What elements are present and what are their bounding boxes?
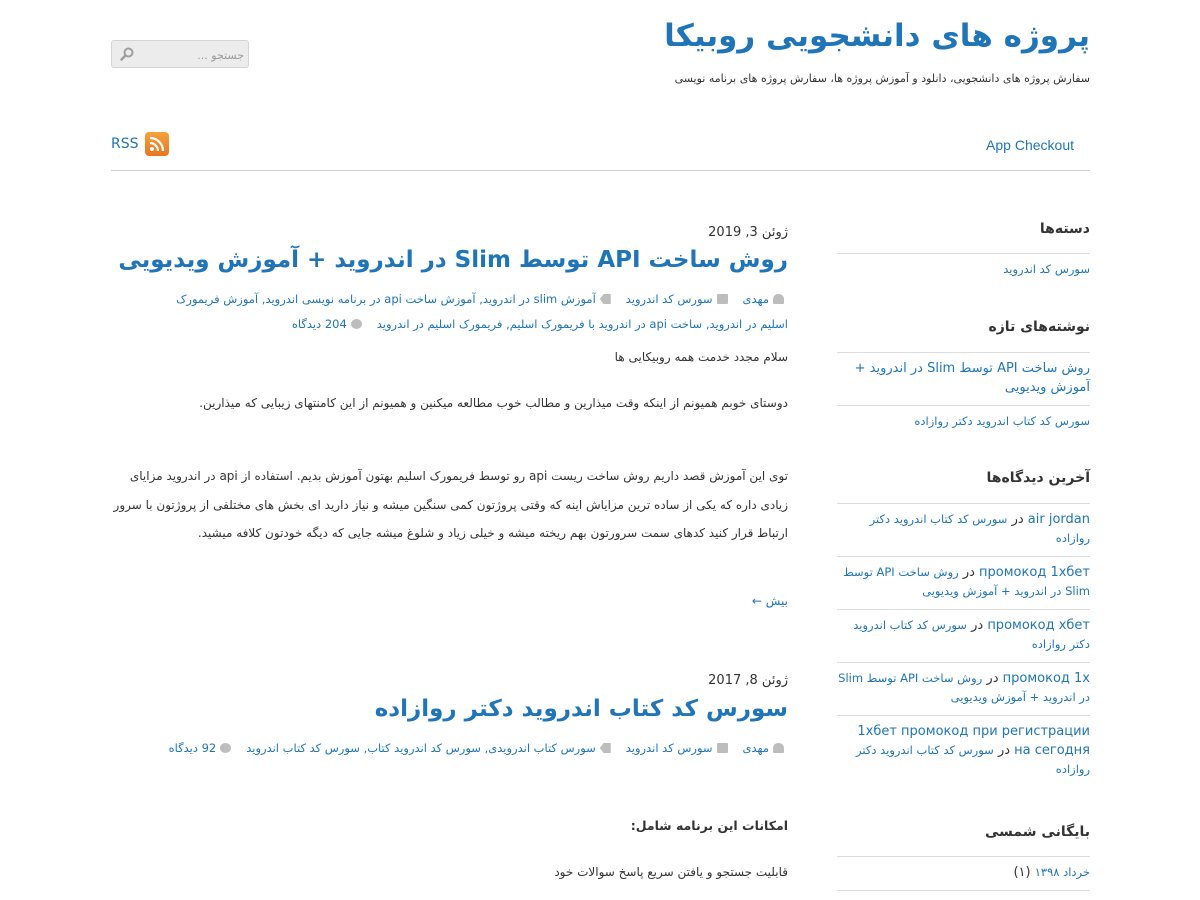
menu-item-app-checkout[interactable]: App Checkout: [986, 137, 1074, 153]
list-item: [837, 503, 1090, 556]
category-link[interactable]: سورس کد اندروید: [625, 741, 713, 755]
tags-link[interactable]: سورس کتاب اندرویدی, سورس کد اندروید کتاب, سورس کد کتاب اندروید: [246, 741, 596, 755]
search-box: [111, 40, 249, 68]
comment-author-link[interactable]: 1хбет промокод при регистрации на сегодня: [857, 724, 1090, 758]
author-icon: [773, 294, 784, 304]
post-paragraph: قابلیت جستجو و یافتن سریع پاسخ سوالات خود: [554, 865, 788, 879]
list-item: [837, 662, 1090, 715]
site-title[interactable]: پروژه های دانشجویی روبیکا: [664, 18, 1090, 54]
recent-comments-list: [837, 503, 1090, 787]
widget-title-categories: دسته‌ها: [1039, 221, 1090, 237]
post-date: ژوئن 3, 2019: [708, 225, 788, 240]
comment-author-link[interactable]: промокод хбет: [987, 618, 1090, 633]
post-paragraph: سلام مجدد خدمت همه روبیکایی ها: [614, 350, 788, 364]
comment-post-link[interactable]: سورس کد کتاب اندروید دکتر روازاده: [853, 618, 1090, 651]
comment-on: در: [997, 743, 1011, 758]
comment-author-link[interactable]: air jordan: [1027, 512, 1090, 527]
rss-label: RSS: [111, 136, 139, 152]
post-subheading: امکانات این برنامه شامل:: [630, 818, 788, 833]
post-title[interactable]: روش ساخت API توسط Slim در اندروید + آموزش ویدیویی: [118, 247, 788, 273]
post-paragraph: دوستای خوبم همیونم از اینکه وقت میذارین و مطالب خوب مطالعه میکنین و همیونم از این کامنتهای زیبایی که میذارین.: [199, 396, 788, 410]
list-item: [837, 352, 1090, 405]
tags-link-more[interactable]: اسلیم در اندروید, ساخت api در اندروید با فریمورک اسلیم, فریمورک اسلیم در اندروید: [376, 317, 788, 331]
post-meta: [111, 736, 788, 761]
category-link[interactable]: سورس کد اندروید: [1003, 262, 1090, 276]
rss-icon: [145, 132, 169, 156]
author-link[interactable]: مهدی: [742, 741, 769, 755]
search-input[interactable]: [142, 45, 246, 65]
read-more-link[interactable]: بیش ←: [751, 594, 788, 608]
nav-divider: [111, 170, 1090, 171]
folder-icon: [717, 294, 728, 304]
post-title[interactable]: سورس کد کتاب اندروید دکتر روازاده: [374, 696, 788, 722]
category-link[interactable]: سورس کد اندروید: [625, 292, 713, 306]
widget-title-recent-comments: آخرین دیدگاه‌ها: [986, 470, 1090, 486]
page: [111, 0, 1090, 900]
recent-post-link[interactable]: سورس کد کتاب اندروید دکتر روازاده: [914, 414, 1090, 428]
comment-on: در: [962, 565, 975, 580]
comment-on: در: [1011, 512, 1024, 527]
list-item: [837, 253, 1090, 287]
comment-post-link[interactable]: سورس کد کتاب اندروید دکتر روازاده: [869, 512, 1090, 545]
list-item: [837, 856, 1090, 891]
archive-count: (۱): [1013, 865, 1031, 880]
tag-icon: [600, 294, 611, 304]
list-item: [837, 405, 1090, 439]
widget-title-recent-posts: نوشته‌های تازه: [988, 319, 1090, 335]
comment-post-link[interactable]: روش ساخت API توسط Slim در اندروید + آموزش ویدیویی: [838, 671, 1090, 704]
comment-on: در: [971, 618, 984, 633]
tags-link[interactable]: آموزش slim در اندروید, آموزش ساخت api در برنامه نویسی اندروید, آموزش فریمورک: [176, 292, 596, 306]
post-date: ژوئن 8, 2017: [708, 673, 788, 688]
categories-list: [837, 253, 1090, 287]
comments-link[interactable]: 204 دیدگاه: [291, 317, 347, 331]
site-description: سفارش پروژه های دانشجویی، دانلود و آموزش پروژه ها، سفارش پروژه های برنامه نویسی: [674, 72, 1090, 85]
comments-link[interactable]: 92 دیدگاه: [168, 741, 217, 755]
comment-on: در: [986, 671, 999, 686]
comment-author-link[interactable]: промокод 1x: [1002, 671, 1090, 686]
recent-post-link[interactable]: روش ساخت API توسط Slim در اندروید + آموزش ویدیویی: [854, 361, 1090, 395]
rss-link[interactable]: [111, 132, 169, 156]
list-item: [837, 715, 1090, 787]
widget-title-archive: بایگانی شمسی: [984, 824, 1090, 840]
comment-post-link[interactable]: سورس کد کتاب اندروید دکتر روازاده: [856, 743, 1090, 776]
comment-icon: [220, 743, 231, 753]
search-icon[interactable]: [120, 47, 134, 61]
author-icon: [773, 743, 784, 753]
comment-author-link[interactable]: промокод 1хбет: [979, 565, 1090, 580]
post-meta: [111, 287, 788, 337]
list-item: [837, 609, 1090, 662]
comment-icon: [351, 319, 362, 329]
comment-post-link[interactable]: روش ساخت API توسط Slim در اندروید + آموزش ویدیویی: [843, 565, 1090, 598]
folder-icon: [717, 743, 728, 753]
archive-list: [837, 856, 1090, 891]
recent-posts-list: [837, 352, 1090, 439]
list-item: [837, 556, 1090, 609]
post-paragraph: توی این آموزش قصد داریم روش ساخت ریست api رو توسط فریمورک اسلیم بهتون آموزش بدیم. استفاده از api در اندروید مزایای زیادی داره که یکی از ساده ترین مزایاش اینه که وقتی پروژتون کمی سنگین میشه و نیاز دارید ای بخش های مختلفی از پروژتون با سرور ارتباط قرار کنید کدهای سمت سرورتون بهم ریخته میشه و خیلی زیاد و شلوغ میشه جایی که دیگه خودتون کلافه میشید.: [113, 469, 788, 540]
author-link[interactable]: مهدی: [742, 292, 769, 306]
archive-link[interactable]: خرداد ۱۳۹۸: [1034, 865, 1090, 879]
tag-icon: [600, 743, 611, 753]
